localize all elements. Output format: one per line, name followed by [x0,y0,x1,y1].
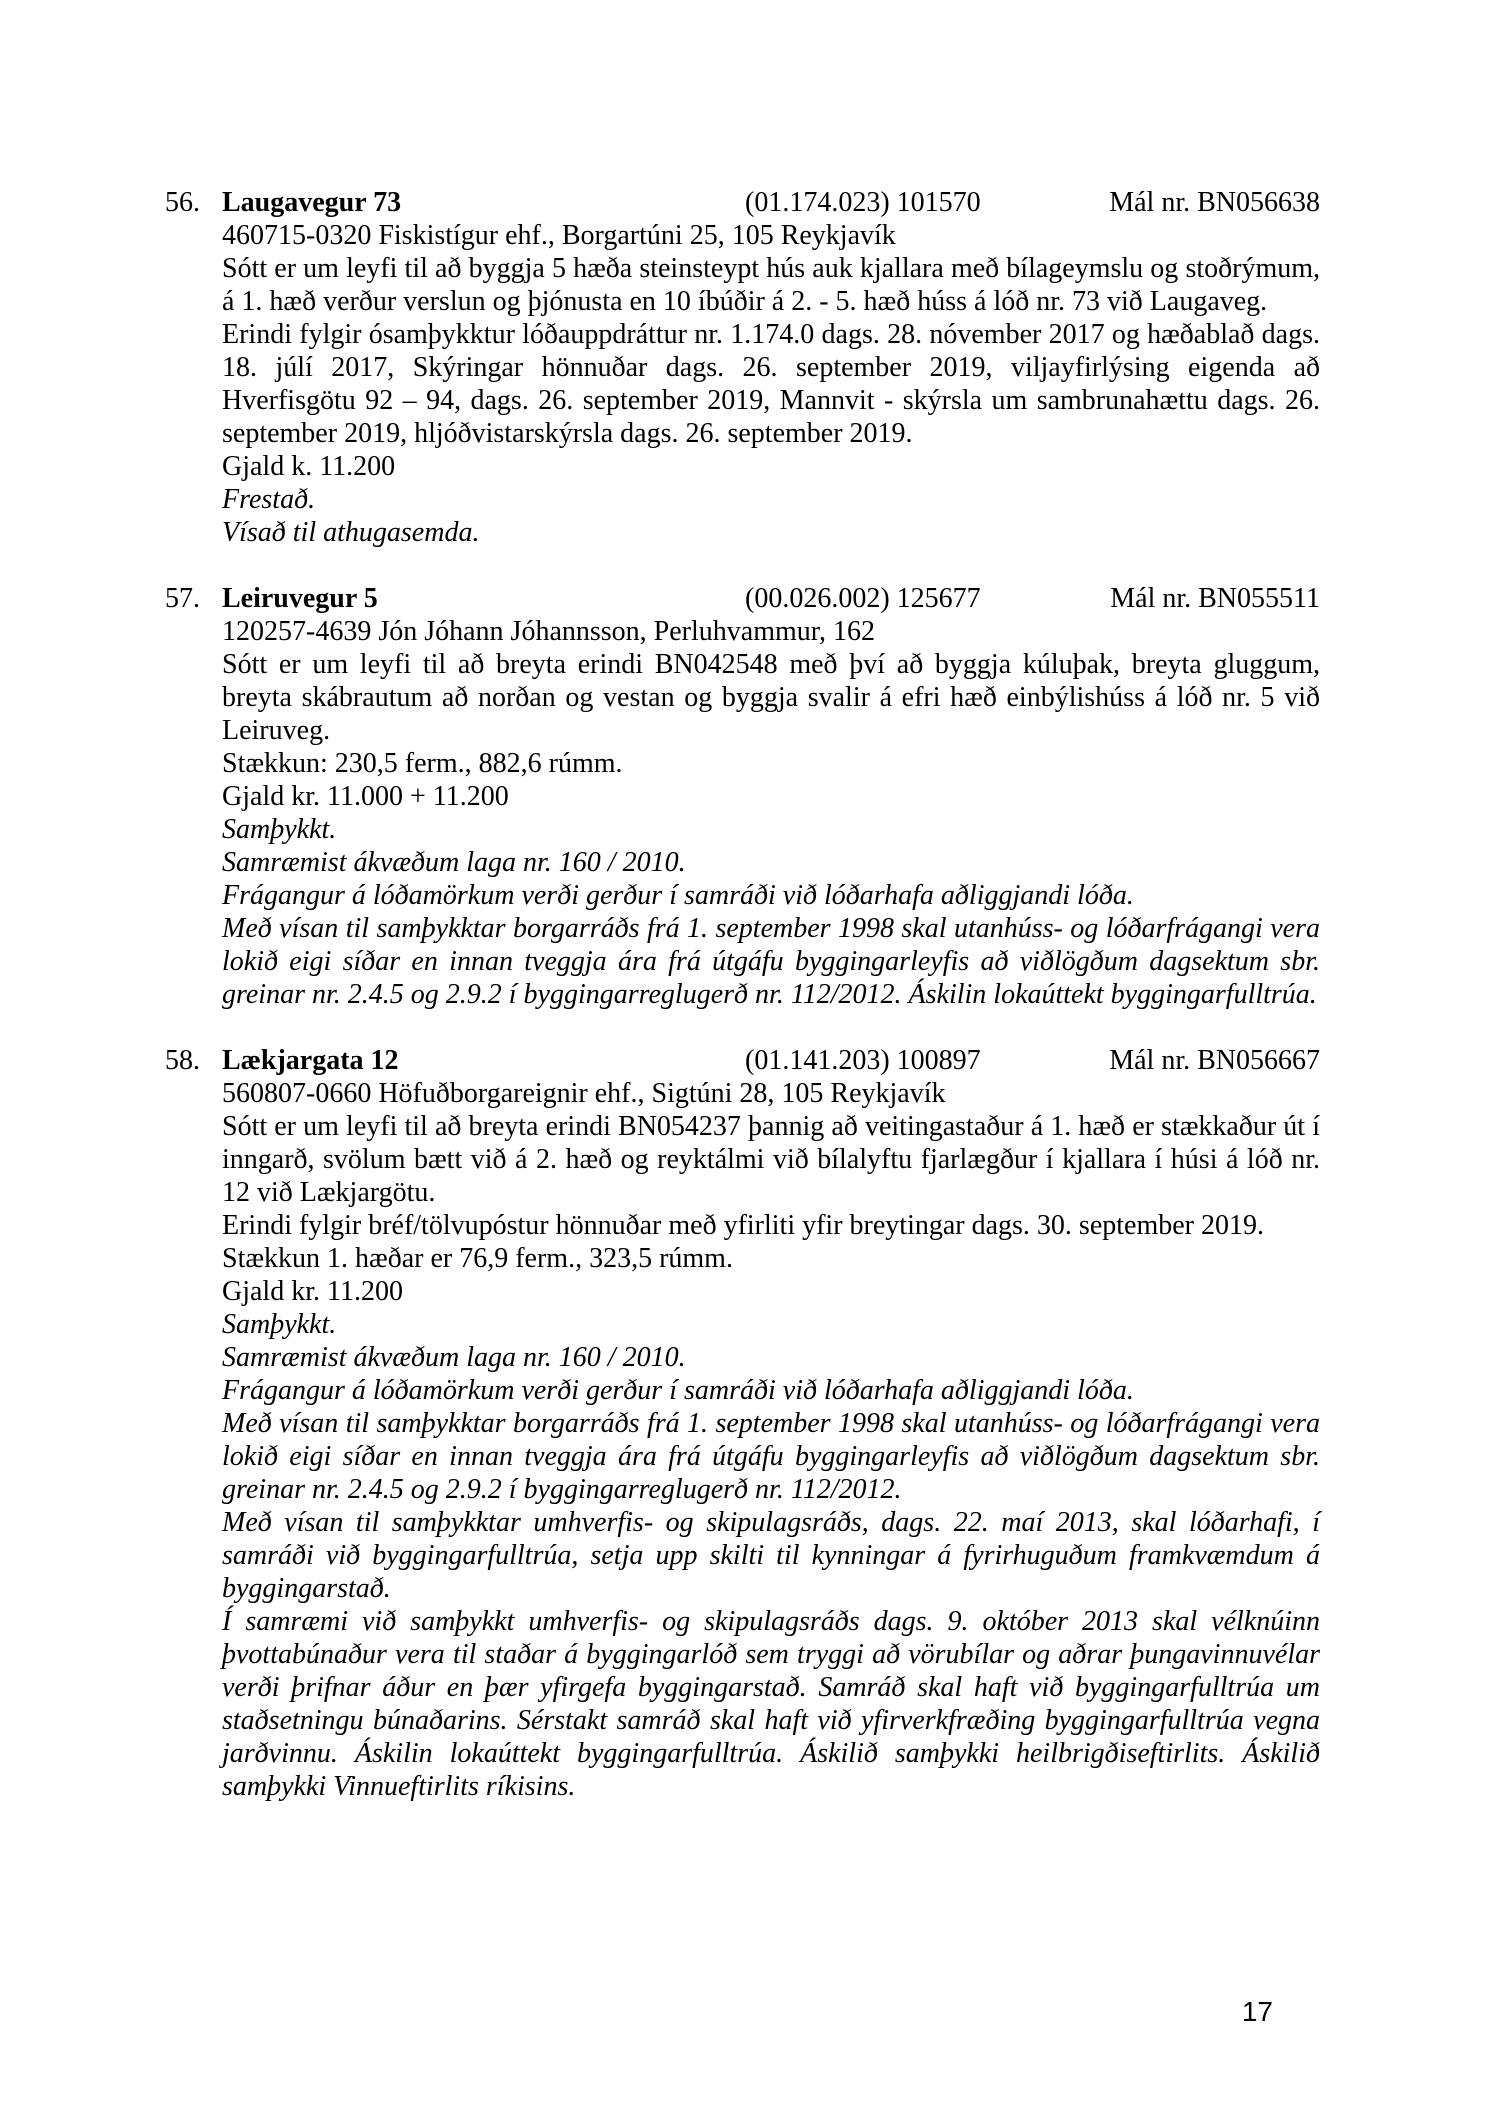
item-paragraph: Samþykkt. [222,814,337,845]
item-title: Lækjargata 12 [222,1045,399,1076]
agenda-item [165,1044,1320,1803]
item-parcel-number: (01.141.203) 100897 [745,1045,981,1076]
item-case-number: Mál nr. BN056638 [1109,187,1320,218]
item-paragraph: Erindi fylgir ósamþykktur lóðauppdráttur nr. 1.174.0 dags. 28. nóvember 2017 og hæðablað dags. 18. júlí 2017, Skýringar hönnuðar dags. 26. september 2019, viljayfirlýsing eigenda að Hverfisgötu 92 – 94, dags. 26. september 2019, Mannvit - skýrsla um sambrunahættu dags. 26. september 2019, hljóðvistarskýrsla dags. 26. september 2019. [222,319,1320,449]
item-paragraph: Erindi fylgir bréf/tölvupóstur hönnuðar með yfirliti yfir breytingar dags. 30. september 2019. [222,1210,1264,1241]
item-paragraph: Í samræmi við samþykkt umhverfis- og skipulagsráðs dags. 9. október 2013 skal vélknúinn þvottabúnaður vera til staðar á byggingarlóð sem tryggi að vörubílar og aðrar þungavinnuvélar verði þrifnar áður en þær yfirgefa byggingarstað. Samráð skal haft við byggingarfulltrúa um staðsetningu búnaðarins. Sérstakt samráð skal haft við yfirverkfræðing byggingarfulltrúa vegna jarðvinnu. Áskilin lokaúttekt byggingarfulltrúa. Áskilið samþykki heilbrigðiseftirlits. Áskilið samþykki Vinnueftirlits ríkisins. [222,1606,1320,1802]
item-applicant: 120257-4639 Jón Jóhann Jóhannsson, Perluhvammur, 162 [222,616,875,647]
item-paragraph: Sótt er um leyfi til að breyta erindi BN054237 þannig að veitingastaður á 1. hæð er stækkaður út í inngarð, svölum bætt við á 2. hæð og reyktálmi við bílalyftu fjarlægður í kjallara í húsi á lóð nr. 12 við Lækjargötu. [222,1111,1320,1208]
item-paragraph: Með vísan til samþykktar umhverfis- og skipulagsráðs, dags. 22. maí 2013, skal lóðarhafi, í samráði við byggingarfulltrúa, setja upp skilti til kynningar á fyrirhuguðum framkvæmdum á byggingarstað. [222,1507,1320,1604]
agenda-item [165,582,1320,1011]
item-paragraph: Samræmist ákvæðum laga nr. 160 / 2010. [222,847,686,878]
item-title: Leiruvegur 5 [222,583,378,614]
item-header [165,1044,1320,1077]
agenda-item [165,186,1320,549]
item-case-number: Mál nr. BN055511 [1110,583,1320,614]
item-paragraph: Sótt er um leyfi til að breyta erindi BN042548 með því að byggja kúluþak, breyta gluggum, breyta skábrautum að norðan og vestan og byggja svalir á efri hæð einbýlishúss á lóð nr. 5 við Leiruveg. [222,649,1320,746]
item-number: 57. [165,583,200,614]
item-number: 56. [165,187,200,218]
item-paragraph: Með vísan til samþykktar borgarráðs frá 1. september 1998 skal utanhúss- og lóðarfrágangi vera lokið eigi síðar en innan tveggja ára frá útgáfu byggingarleyfis að viðlögðum dagsektum sbr. greinar nr. 2.4.5 og 2.9.2 í byggingarreglugerð nr. 112/2012. Áskilin lokaúttekt byggingarfulltrúa. [222,913,1320,1010]
item-paragraph: Gjald k. 11.200 [222,451,396,482]
item-applicant: 460715-0320 Fiskistígur ehf., Borgartúni 25, 105 Reykjavík [222,220,896,251]
item-number: 58. [165,1045,200,1076]
item-paragraph: Vísað til athugasemda. [222,517,480,548]
item-paragraph: Gjald kr. 11.200 [222,1276,403,1307]
item-title: Laugavegur 73 [222,187,402,218]
item-paragraph: Frágangur á lóðamörkum verði gerður í samráði við lóðarhafa aðliggjandi lóða. [222,1375,1134,1406]
item-paragraph: Samræmist ákvæðum laga nr. 160 / 2010. [222,1342,686,1373]
item-body [222,615,1320,1011]
item-paragraph: Sótt er um leyfi til að byggja 5 hæða steinsteypt hús auk kjallara með bílageymslu og stoðrýmum, á 1. hæð verður verslun og þjónusta en 10 íbúðir á 2. - 5. hæð húss á lóð nr. 73 við Laugaveg. [222,253,1320,317]
item-paragraph: Samþykkt. [222,1309,337,1340]
item-paragraph: Frágangur á lóðamörkum verði gerður í samráði við lóðarhafa aðliggjandi lóða. [222,880,1134,911]
items-list [165,186,1320,1836]
item-body [222,219,1320,549]
item-applicant: 560807-0660 Höfuðborgareignir ehf., Sigtúni 28, 105 Reykjavík [222,1078,946,1109]
item-paragraph: Frestað. [222,484,316,515]
item-header [165,582,1320,615]
page-number: 17 [1241,1996,1273,2027]
item-parcel-number: (01.174.023) 101570 [745,187,981,218]
item-paragraph: Með vísan til samþykktar borgarráðs frá 1. september 1998 skal utanhúss- og lóðarfrágangi vera lokið eigi síðar en innan tveggja ára frá útgáfu byggingarleyfis að viðlögðum dagsektum sbr. greinar nr. 2.4.5 og 2.9.2 í byggingarreglugerð nr. 112/2012. [222,1408,1320,1505]
item-paragraph: Stækkun: 230,5 ferm., 882,6 rúmm. [222,748,623,779]
item-paragraph: Gjald kr. 11.000 + 11.200 [222,781,509,812]
item-paragraph: Stækkun 1. hæðar er 76,9 ferm., 323,5 rúmm. [222,1243,733,1274]
item-header [165,186,1320,219]
item-body [222,1077,1320,1803]
item-case-number: Mál nr. BN056667 [1109,1045,1320,1076]
item-parcel-number: (00.026.002) 125677 [745,583,981,614]
